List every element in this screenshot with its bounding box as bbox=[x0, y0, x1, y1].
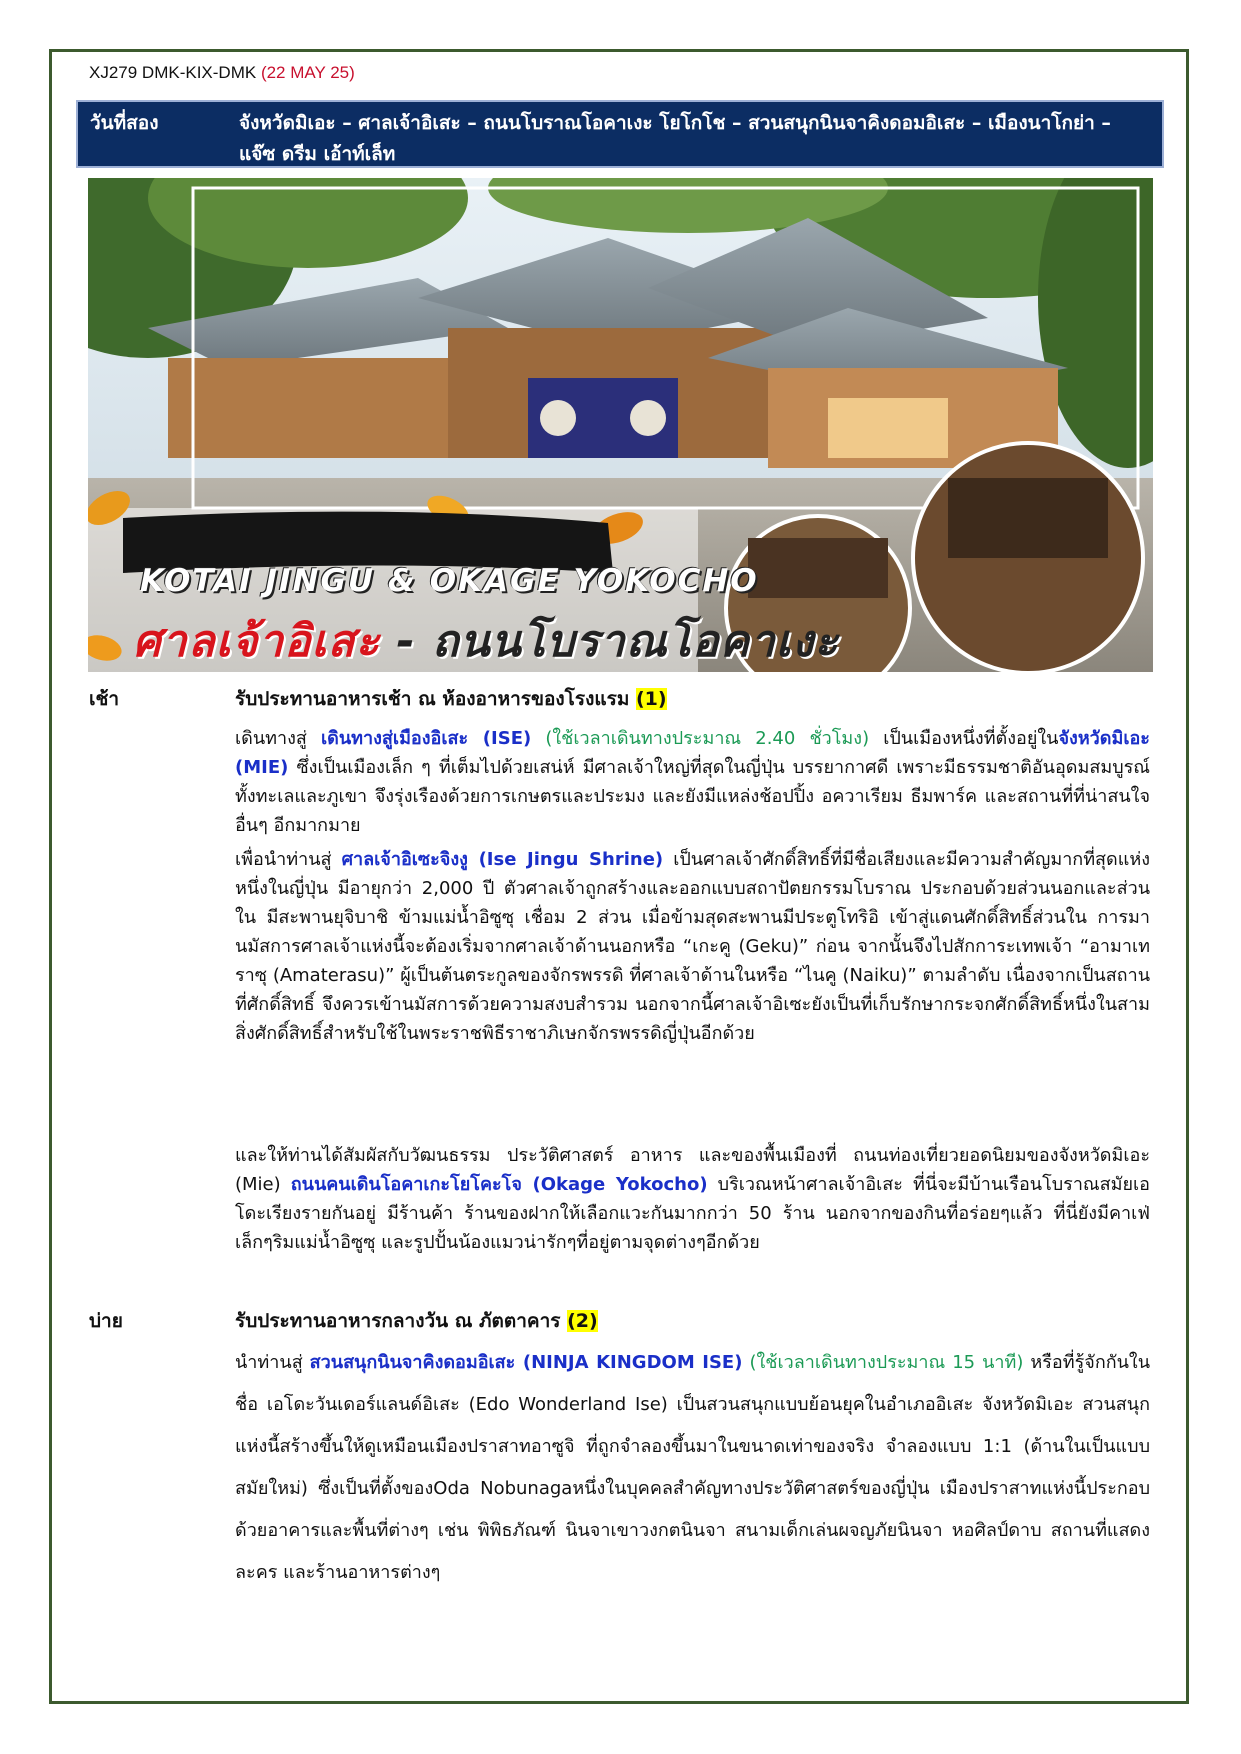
banner-title-thai-shrine: ศาลเจ้าอิเสะ bbox=[133, 616, 381, 667]
highlight-ise: เดินทางสู่เมืองอิเสะ (ISE) bbox=[321, 728, 532, 749]
afternoon-meal-number: (2) bbox=[567, 1310, 598, 1332]
text: หรือที่รู้จักกันในชื่อ เอโดะวันเดอร์แลนด์อิเสะ (Edo Wonderland Ise) เป็นสวนสนุกแบบย้อนยุคในอำเภออิเสะ จังหวัดมิเอะ สวนสนุกแห่งนี้สร้างขึ้นให้ดูเหมือนเมืองปราสาทอาซูจิ ที่ถูกจำลองขึ้นมาในขนาดเท่าของจริง จำลองแบบ 1:1 (ด้านในเป็นแบบสมัยใหม่) ซึ่งเป็นที่ตั้งของOda Nobunagaหนึ่งในบุคคลสำคัญทางประวัติศาสตร์ของญี่ปุ่น เมืองปราสาทแห่งนี้ประกอบด้วยอาคารและพื้นที่ต่างๆ เช่น พิพิธภัณฑ์ นินจาเขาวงกตนินจา สนามเด็กเล่นผจญภัยนินจา หอศิลป์ดาบ สถานที่แสดงละคร และร้านอาหารต่างๆ bbox=[235, 1352, 1151, 1583]
travel-time: (ใช้เวลาเดินทางประมาณ 2.40 ชั่วโมง) bbox=[531, 728, 870, 749]
morning-meal bbox=[235, 684, 667, 714]
text: นำท่านสู่ bbox=[235, 1352, 310, 1373]
text: เพื่อนำท่านสู่ bbox=[235, 849, 342, 870]
text: ซึ่งเป็นเมืองเล็ก ๆ ที่เต็มไปด้วยเสน่ห์ มีศาลเจ้าใหญ่ที่สุดในญี่ปุ่น บรรยากาศดี เพราะมีธรรมชาติอันอุดมสมบูรณ์ทั้งทะเลและภูเขา จึงรุ่งเรืองด้วยการเกษตรและประมง และยังมีแหล่งช้อปปิ้ง อควาเรียม ธีมพาร์ค และสถานที่ที่น่าสนใจอื่นๆ อีกมากมาย bbox=[235, 757, 1150, 836]
hero-banner-image bbox=[88, 178, 1153, 672]
banner-title-thai bbox=[133, 606, 839, 672]
banner-title-thai-street: ถนนโบราณโอคาเงะ bbox=[432, 616, 839, 667]
morning-label: เช้า bbox=[89, 688, 120, 710]
highlight-okage-yokocho: ถนนคนเดินโอคาเกะโยโคะโจ (Okage Yokocho) bbox=[290, 1174, 708, 1195]
day-header-bar bbox=[76, 100, 1164, 168]
text: บริเวณหน้าศาลเจ้าอิเสะ ที่นี่จะมีบ้านเรือนโบราณสมัยเอโดะเรียงรายกันอยู่ มีร้านค้า ร้านของฝากให้เลือกแวะกันมากกว่า 50 ร้าน นอกจากของกินที่อร่อยๆแล้ว ที่นี่ยังมีคาเฟ่เล็กๆริมแม่น้ำอิซูซุ และรูปปั้นน้องแมวน่ารักๆที่อยู่ตามจุดต่างๆอีกด้วย bbox=[235, 1174, 1150, 1253]
paragraph-ise-jingu bbox=[235, 845, 1150, 1048]
travel-time: (ใช้เวลาเดินทางประมาณ 15 นาที) bbox=[742, 1352, 1024, 1373]
paragraph-ninja-kingdom bbox=[235, 1342, 1150, 1594]
banner-title-thai-separator: - bbox=[380, 616, 432, 667]
banner-title-english: KOTAI JINGU & OKAGE YOKOCHO bbox=[140, 563, 759, 599]
afternoon-label: บ่าย bbox=[89, 1310, 123, 1332]
highlight-ninja-kingdom: สวนสนุกนินจาคิงดอมอิเสะ (NINJA KINGDOM ISE) bbox=[309, 1352, 743, 1373]
text: และให้ท่านได้สัมผัสกับวัฒนธรรม ประวัติศาสตร์ อาหาร และของพื้นเมืองที่ ถนนท่องเที่ยวยอดนิยมของจังหวัดมิเอะ (Mie) bbox=[235, 1145, 1150, 1195]
morning-meal-text: รับประทานอาหารเช้า ณ ห้องอาหารของโรงแรม bbox=[235, 688, 630, 710]
text: เดินทางสู่ bbox=[235, 728, 322, 749]
afternoon-meal-text: รับประทานอาหารกลางวัน ณ ภัตตาคาร bbox=[235, 1310, 561, 1332]
highlight-ise-jingu: ศาลเจ้าอิเซะจิงงู (Ise Jingu Shrine) bbox=[341, 849, 664, 870]
paragraph-okage-yokocho bbox=[235, 1141, 1150, 1257]
paragraph-ise-city bbox=[235, 724, 1150, 840]
text: เป็นเมืองหนึ่งที่ตั้งอยู่ใน bbox=[869, 728, 1059, 749]
day-itinerary-title: จังหวัดมิเอะ – ศาลเจ้าอิเสะ – ถนนโบราณโอคาเงะ โยโกโช – สวนสนุกนินจาคิงดอมอิเสะ – เมืองนาโกย่า – แจ๊ซ ดรีม เอ้าท์เล็ท bbox=[239, 112, 1111, 165]
morning-meal-number: (1) bbox=[635, 688, 667, 710]
text: เป็นศาลเจ้าศักดิ์สิทธิ์ที่มีชื่อเสียงและมีความสำคัญมากที่สุดแห่งหนึ่งในญี่ปุ่น มีอายุกว่า 2,000 ปี ตัวศาลเจ้าถูกสร้างและออกแบบสถาปัตยกรรมโบราณ ประกอบด้วยส่วนนอกและส่วนใน มีสะพานยุจิบาชิ ข้ามแม่น้ำอิซูซุ เชื่อม 2 ส่วน เมื่อข้ามสุดสะพานมีประตูโทริอิ เข้าสู่แดนศักดิ์สิทธิ์ส่วนใน การมานมัสการศาลเจ้าแห่งนี้จะต้องเริ่มจากศาลเจ้าด้านนอกหรือ “เกะคู (Geku)” ก่อน จากนั้นจึงไปสักการะเทพเจ้า “อามาเทราซุ (Amaterasu)” ผู้เป็นต้นตระกูลของจักรพรรดิ ที่ศาลเจ้าด้านในหรือ “ไนคู (Naiku)” ตามลำดับ เนื่องจากเป็นสถานที่ศักดิ์สิทธิ์ จึงควรเข้านมัสการด้วยความสงบสำรวม นอกจากนี้ศาลเจ้าอิเซะยังเป็นที่เก็บรักษากระจกศักดิ์สิทธิ์หนึ่งในสามสิ่งศักดิ์สิทธิ์สำหรับใช้ในพระราชพิธีราชาภิเษกจักรพรรดิญี่ปุ่นอีกด้วย bbox=[235, 849, 1150, 1044]
highlight-mie: จังหวัดมิเอะ (MIE) bbox=[235, 728, 1150, 778]
tour-code: XJ279 DMK-KIX-DMK bbox=[89, 63, 257, 82]
day-label: วันที่สอง bbox=[90, 112, 159, 134]
afternoon-meal bbox=[235, 1306, 598, 1336]
tour-date: (22 MAY 25) bbox=[260, 63, 355, 82]
tour-code-line bbox=[89, 63, 355, 83]
